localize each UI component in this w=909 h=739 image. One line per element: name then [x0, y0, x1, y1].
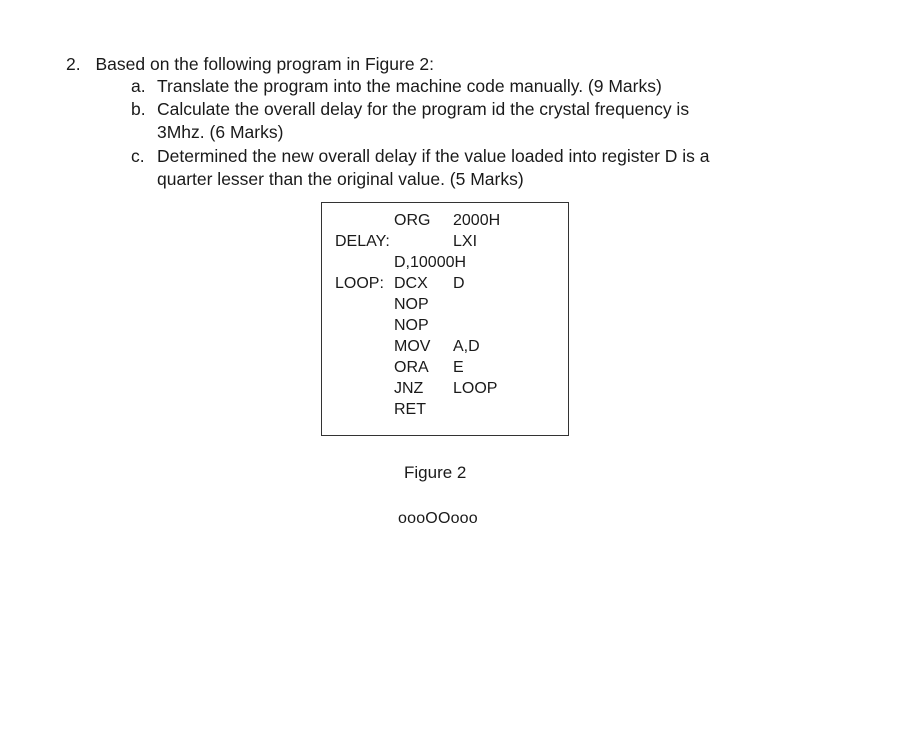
code-operand: 2000H — [453, 212, 501, 229]
code-mnemonic: RET — [394, 401, 426, 418]
part-a-letter: a. — [131, 76, 146, 96]
code-mnemonic: ORG — [394, 212, 431, 229]
part-c-text-line2: quarter lesser than the original value. (5 Marks) — [157, 169, 524, 189]
code-mnemonic: NOP — [394, 317, 429, 334]
code-mnemonic: DCX — [394, 275, 428, 292]
part-c-letter: c. — [131, 146, 145, 166]
code-label: DELAY: — [335, 233, 390, 250]
question-number: 2. — [66, 54, 81, 74]
code-operand: E — [453, 359, 464, 376]
part-c — [131, 145, 710, 167]
part-b-letter: b. — [131, 99, 146, 119]
code-label: LOOP: — [335, 275, 384, 292]
code-operand: D — [453, 275, 465, 292]
part-b — [131, 98, 690, 120]
code-operand: LOOP — [453, 380, 498, 397]
part-c-text-line1: Determined the new overall delay if the value loaded into register D is a — [157, 146, 710, 166]
part-b-text-line1: Calculate the overall delay for the program id the crystal frequency is — [157, 99, 690, 119]
question-header — [66, 53, 434, 75]
code-operand: LXI — [453, 233, 478, 250]
code-mnemonic: ORA — [394, 359, 429, 376]
part-a-text: Translate the program into the machine code manually. (9 Marks) — [157, 76, 662, 96]
end-separator: oooOOooo — [398, 510, 478, 527]
part-a — [131, 75, 662, 97]
code-mnemonic: MOV — [394, 338, 431, 355]
part-b-text-line2: 3Mhz. (6 Marks) — [157, 122, 284, 142]
question-intro: Based on the following program in Figure 2: — [95, 54, 435, 74]
code-mnemonic: JNZ — [394, 380, 424, 397]
figure-caption: Figure 2 — [404, 463, 467, 482]
code-operand: A,D — [453, 338, 480, 355]
code-mnemonic: NOP — [394, 296, 429, 313]
code-mnemonic: D,10000H — [394, 254, 467, 271]
